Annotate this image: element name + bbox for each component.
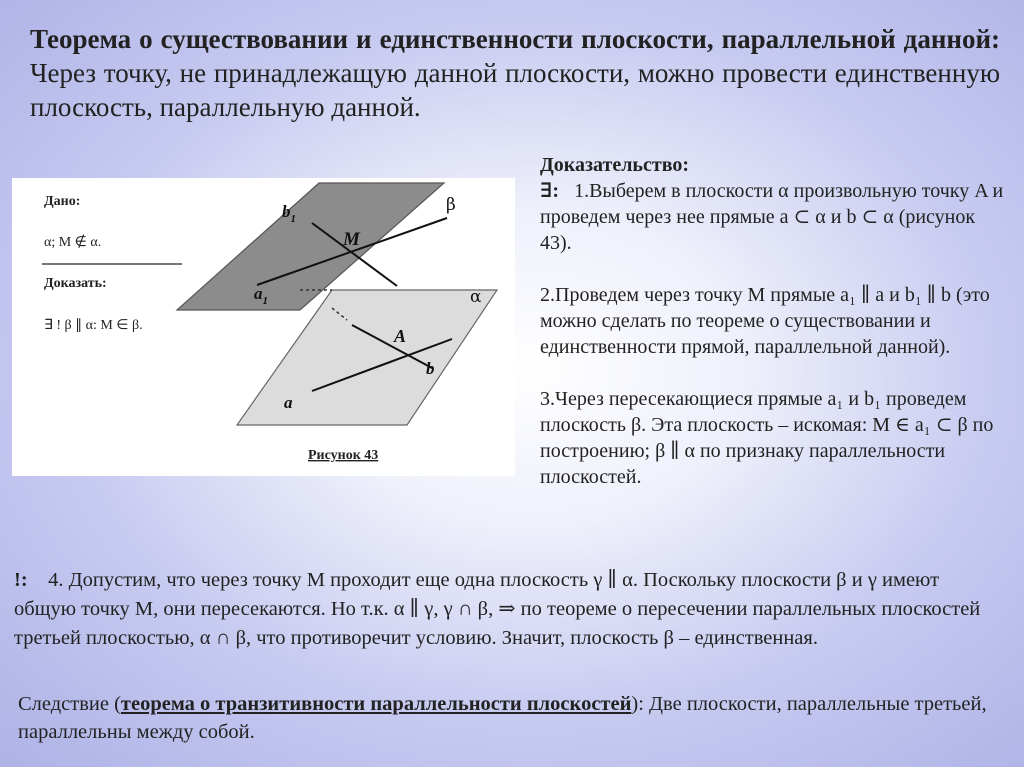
uniqueness-block bbox=[14, 566, 1004, 653]
proof-step-3: 3.Через пересекающиеся прямые a₁ и b₁ проведем плоскость β. Эта плоскость – искомая: M ∈ a₁ ⊂ β по построению; β ∥ α по признаку параллельности плоскостей. bbox=[540, 388, 994, 488]
corollary-name: теорема о транзитивности параллельности плоскостей bbox=[120, 693, 632, 715]
label-alpha: α bbox=[470, 287, 482, 307]
proof-step-2: 2.Проведем через точку M прямые a₁ ∥ a и b₁ ∥ b (это можно сделать по теореме о существовании и единственности прямой, параллельной данной). bbox=[540, 284, 990, 358]
figure-43 bbox=[12, 178, 515, 476]
label-M: M bbox=[343, 229, 360, 250]
corollary-prefix: Следствие ( bbox=[18, 693, 121, 715]
prove-text: ∃ ! β ∥ α: M ∈ β. bbox=[44, 318, 143, 333]
label-a: a bbox=[284, 393, 293, 412]
label-beta: β bbox=[446, 195, 456, 215]
proof-heading: Доказательство: bbox=[540, 154, 690, 176]
svg-text:a1: $a_1$ bbox=[254, 284, 268, 307]
uniqueness-text: 4. Допустим, что через точку M проходит еще одна плоскость γ ∥ α. Поскольку плоскости β и γ имеют общую точку M, они пересекаются. Но т.к. α ∥ γ, γ ∩ β, ⇒ по теореме о пересечении параллельных плоскостей третьей плоскостью, α ∩ β, что противоречит условию. Значит, плоскость β – единственная. bbox=[14, 569, 981, 649]
label-a1: a bbox=[254, 284, 263, 303]
proof-block bbox=[540, 152, 1010, 490]
svg-text:b1: $b_1$ bbox=[282, 202, 296, 225]
given-text: α; M ∉ α. bbox=[44, 235, 102, 250]
label-A: A bbox=[394, 326, 407, 346]
exists-mark: ∃: bbox=[540, 180, 560, 202]
theorem-statement bbox=[30, 22, 1000, 124]
label-b1: b bbox=[282, 202, 291, 221]
label-b: b bbox=[426, 359, 435, 378]
corollary-text: ): Две плоскости, параллельные третьей, параллельны между собой. bbox=[18, 693, 987, 743]
corollary bbox=[18, 690, 1008, 746]
figure-caption: Рисунок 43 bbox=[308, 448, 379, 463]
proof-step-1: 1.Выберем в плоскости α произвольную точку A и проведем через нее прямые a ⊂ α и b ⊂ α (рисунок 43). bbox=[540, 180, 1004, 254]
uniqueness-mark: !: bbox=[14, 569, 28, 591]
theorem-text: Через точку, не принадлежащую данной плоскости, можно провести единственную плоскость, параллельную данной. bbox=[30, 58, 1000, 122]
given-label: Дано: bbox=[44, 194, 81, 209]
prove-label: Доказать: bbox=[44, 276, 107, 291]
theorem-name: Теорема о существовании и единственности плоскости, параллельной данной: bbox=[30, 24, 1000, 54]
planes-diagram bbox=[12, 178, 515, 476]
